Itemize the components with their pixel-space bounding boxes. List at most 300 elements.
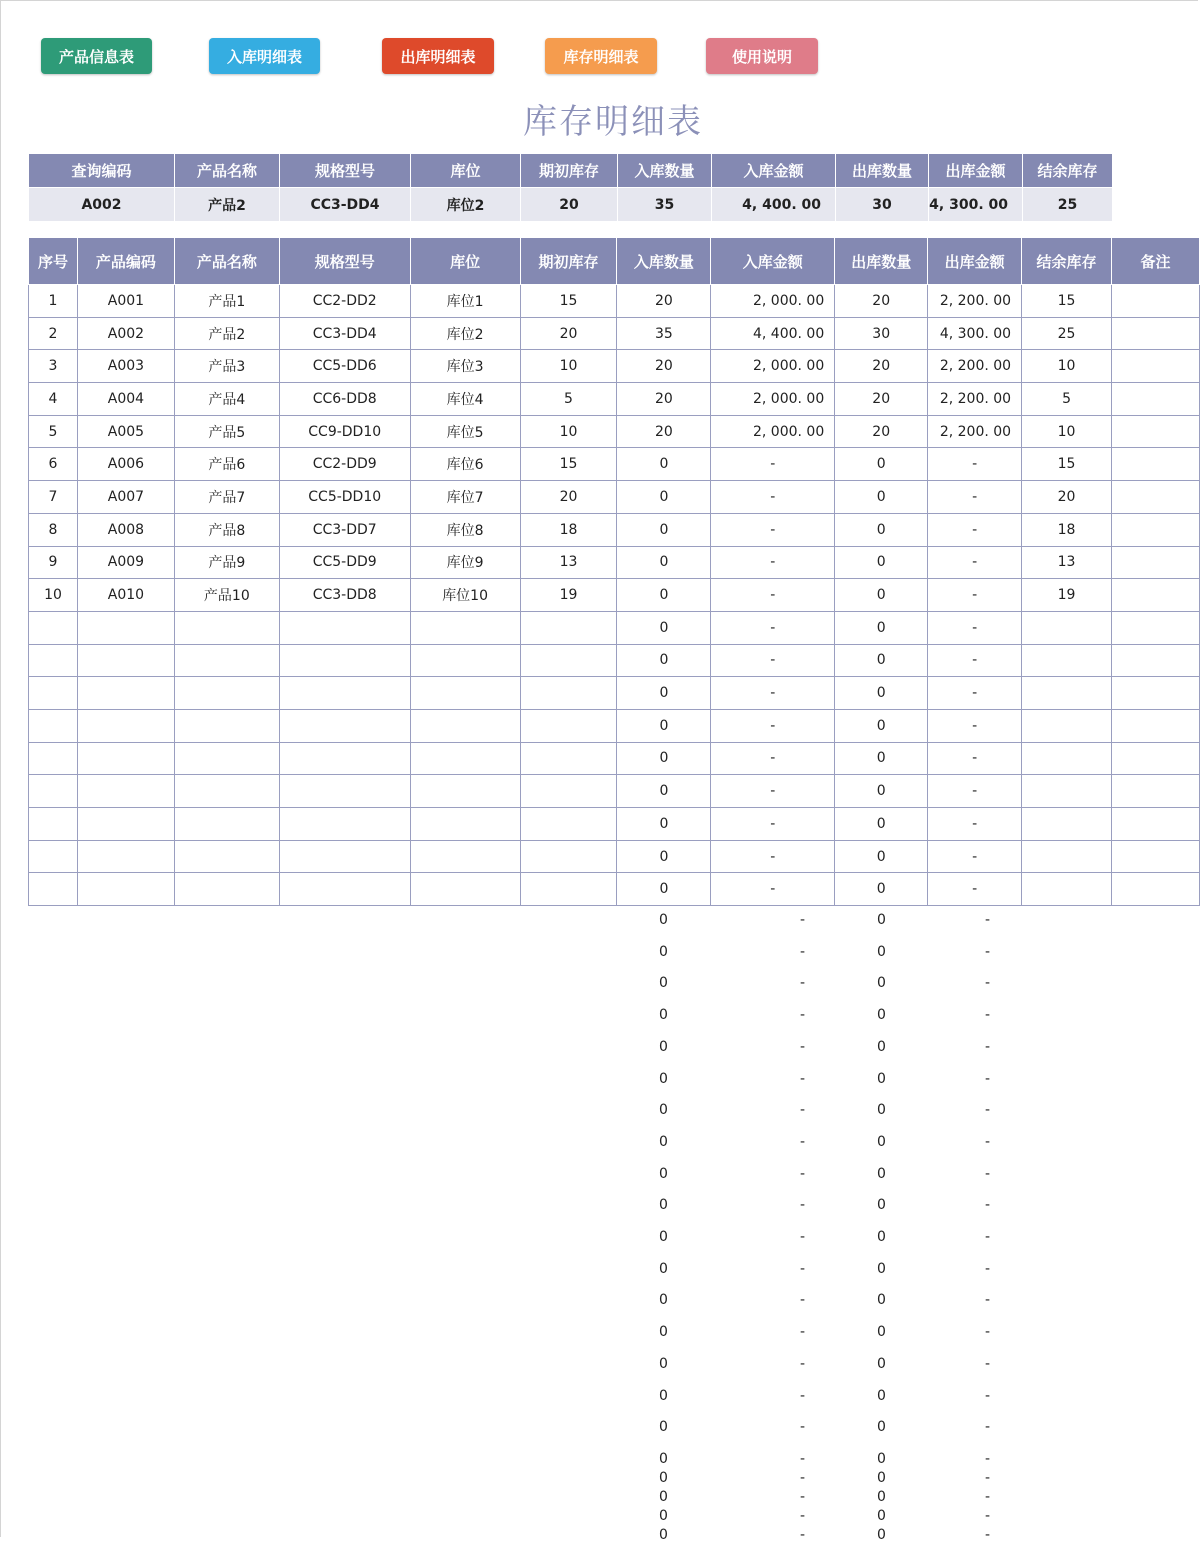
table-cell[interactable]: - xyxy=(711,611,835,644)
table-cell[interactable] xyxy=(174,873,279,906)
query-header-cell: 出库金额 xyxy=(929,154,1023,188)
table-cell[interactable] xyxy=(1112,742,1200,775)
table-cell[interactable]: CC6-DD8 xyxy=(279,383,410,416)
table-cell[interactable] xyxy=(1112,709,1200,742)
table-cell[interactable] xyxy=(410,775,520,808)
table-cell[interactable] xyxy=(77,775,174,808)
table-cell[interactable]: CC3-DD7 xyxy=(279,513,410,546)
table-cell[interactable] xyxy=(520,611,617,644)
table-cell[interactable]: 20 xyxy=(520,481,617,514)
table-cell[interactable]: 库位8 xyxy=(410,513,520,546)
table-cell[interactable]: 0 xyxy=(835,873,928,906)
query-code-input[interactable]: A002 xyxy=(29,188,175,222)
table-cell[interactable]: A002 xyxy=(77,317,174,350)
table-cell[interactable]: 库位3 xyxy=(410,350,520,383)
table-cell[interactable]: 0 xyxy=(835,775,928,808)
table-cell[interactable] xyxy=(77,677,174,710)
table-cell[interactable]: 0 xyxy=(617,775,711,808)
table-cell[interactable]: 4 xyxy=(29,383,78,416)
nav-button-2[interactable]: 入库明细表 xyxy=(209,38,320,74)
overflow-cell: 0 xyxy=(659,1324,668,1341)
overflow-cell: - xyxy=(800,975,806,992)
table-cell[interactable]: 0 xyxy=(617,513,711,546)
table-cell[interactable] xyxy=(174,742,279,775)
table-cell[interactable]: - xyxy=(928,448,1022,481)
table-cell[interactable] xyxy=(1022,873,1112,906)
column-header: 序号 xyxy=(29,238,78,285)
table-cell[interactable]: 4, 400. 00 xyxy=(711,317,835,350)
nav-button-5[interactable]: 使用说明 xyxy=(706,38,818,74)
overflow-cell: - xyxy=(985,1469,991,1486)
query-value-cell: 30 xyxy=(836,188,929,222)
overflow-cell: 0 xyxy=(877,1007,886,1024)
overflow-cell: 0 xyxy=(877,1197,886,1214)
table-cell[interactable]: 0 xyxy=(835,481,928,514)
table-cell[interactable] xyxy=(1112,873,1200,906)
table-cell[interactable]: 20 xyxy=(1022,481,1112,514)
table-cell[interactable]: - xyxy=(711,513,835,546)
table-cell[interactable] xyxy=(1022,840,1112,873)
overflow-cell: - xyxy=(800,1469,806,1486)
table-cell[interactable] xyxy=(77,840,174,873)
overflow-cell: 0 xyxy=(659,1507,668,1524)
table-cell[interactable]: 2, 000. 00 xyxy=(711,350,835,383)
table-cell[interactable]: 2 xyxy=(29,317,78,350)
table-cell[interactable] xyxy=(1112,775,1200,808)
table-cell[interactable] xyxy=(520,840,617,873)
table-cell[interactable]: 产品8 xyxy=(174,513,279,546)
query-value-cell: 4, 300. 00 xyxy=(929,188,1023,222)
table-cell[interactable]: 6 xyxy=(29,448,78,481)
overflow-cell: 0 xyxy=(877,1038,886,1055)
table-cell[interactable]: 0 xyxy=(617,873,711,906)
table-cell[interactable]: 15 xyxy=(520,285,617,318)
table-cell[interactable]: A005 xyxy=(77,415,174,448)
table-cell[interactable] xyxy=(29,742,78,775)
table-row xyxy=(29,611,1200,644)
table-cell[interactable] xyxy=(29,840,78,873)
table-cell[interactable]: 20 xyxy=(835,285,928,318)
table-cell[interactable] xyxy=(1022,611,1112,644)
table-cell[interactable]: 18 xyxy=(520,513,617,546)
table-cell[interactable] xyxy=(410,808,520,841)
overflow-cell: 0 xyxy=(659,1355,668,1372)
table-cell[interactable] xyxy=(279,611,410,644)
query-value-cell: 4, 400. 00 xyxy=(712,188,836,222)
table-cell[interactable]: 13 xyxy=(520,546,617,579)
table-cell[interactable]: 2, 200. 00 xyxy=(928,415,1022,448)
table-cell[interactable]: 库位1 xyxy=(410,285,520,318)
query-value-cell: 库位2 xyxy=(411,188,521,222)
table-cell[interactable] xyxy=(77,709,174,742)
table-cell[interactable] xyxy=(279,840,410,873)
overflow-cell: 0 xyxy=(659,1070,668,1087)
overflow-cell: - xyxy=(800,1419,806,1436)
table-cell[interactable]: 10 xyxy=(1022,350,1112,383)
nav-button-3[interactable]: 出库明细表 xyxy=(382,38,494,74)
table-cell[interactable] xyxy=(520,644,617,677)
table-cell[interactable]: 0 xyxy=(835,448,928,481)
table-cell[interactable]: A009 xyxy=(77,546,174,579)
table-cell[interactable] xyxy=(1112,808,1200,841)
table-cell[interactable]: 0 xyxy=(617,742,711,775)
table-cell[interactable]: 产品4 xyxy=(174,383,279,416)
table-cell[interactable] xyxy=(174,644,279,677)
table-cell[interactable] xyxy=(279,873,410,906)
table-cell[interactable]: 0 xyxy=(617,644,711,677)
table-cell[interactable]: - xyxy=(928,709,1022,742)
overflow-cell: - xyxy=(985,1197,991,1214)
table-cell[interactable]: 3 xyxy=(29,350,78,383)
table-cell[interactable]: - xyxy=(928,873,1022,906)
table-cell[interactable]: - xyxy=(928,579,1022,612)
overflow-cell: 0 xyxy=(877,1260,886,1277)
table-cell[interactable]: 0 xyxy=(617,448,711,481)
table-cell[interactable]: - xyxy=(928,481,1022,514)
table-cell[interactable] xyxy=(174,775,279,808)
table-cell[interactable]: 库位10 xyxy=(410,579,520,612)
table-cell[interactable]: 0 xyxy=(835,808,928,841)
table-cell[interactable]: CC5-DD6 xyxy=(279,350,410,383)
table-cell[interactable]: 产品7 xyxy=(174,481,279,514)
table-cell[interactable] xyxy=(1112,677,1200,710)
table-cell[interactable]: 0 xyxy=(617,579,711,612)
query-header-cell: 库位 xyxy=(411,154,521,188)
table-cell[interactable]: 0 xyxy=(617,611,711,644)
table-cell[interactable] xyxy=(29,709,78,742)
table-cell[interactable] xyxy=(29,873,78,906)
nav-button-1[interactable]: 产品信息表 xyxy=(41,38,152,74)
overflow-cell: - xyxy=(985,1038,991,1055)
table-cell[interactable] xyxy=(279,775,410,808)
table-cell[interactable]: 7 xyxy=(29,481,78,514)
table-cell[interactable]: 20 xyxy=(835,415,928,448)
table-cell[interactable]: - xyxy=(711,481,835,514)
table-cell[interactable] xyxy=(77,808,174,841)
overflow-cell: 0 xyxy=(877,1526,886,1543)
table-cell[interactable] xyxy=(77,873,174,906)
table-cell[interactable] xyxy=(410,742,520,775)
table-cell[interactable]: 13 xyxy=(1022,546,1112,579)
table-cell[interactable] xyxy=(77,742,174,775)
table-cell[interactable] xyxy=(1112,513,1200,546)
overflow-cell: - xyxy=(985,1292,991,1309)
overflow-cell: 0 xyxy=(659,1038,668,1055)
table-cell[interactable]: 19 xyxy=(520,579,617,612)
table-cell[interactable] xyxy=(29,611,78,644)
table-cell[interactable]: CC5-DD10 xyxy=(279,481,410,514)
table-cell[interactable] xyxy=(279,742,410,775)
table-cell[interactable]: 0 xyxy=(835,840,928,873)
table-row xyxy=(29,383,1200,416)
table-cell[interactable]: 5 xyxy=(1022,383,1112,416)
overflow-cell: 0 xyxy=(877,1133,886,1150)
table-cell[interactable] xyxy=(410,644,520,677)
table-cell[interactable]: 10 xyxy=(29,579,78,612)
table-cell[interactable]: 0 xyxy=(835,644,928,677)
column-header: 产品名称 xyxy=(174,238,279,285)
table-cell[interactable]: - xyxy=(711,840,835,873)
table-cell[interactable] xyxy=(520,742,617,775)
table-cell[interactable]: 0 xyxy=(835,579,928,612)
table-cell[interactable]: 0 xyxy=(835,709,928,742)
overflow-cell: 0 xyxy=(659,1260,668,1277)
table-cell[interactable]: 库位4 xyxy=(410,383,520,416)
table-cell[interactable]: A004 xyxy=(77,383,174,416)
table-cell[interactable]: 10 xyxy=(1022,415,1112,448)
table-cell[interactable]: 2, 000. 00 xyxy=(711,415,835,448)
table-cell[interactable]: 20 xyxy=(617,383,711,416)
table-cell[interactable] xyxy=(29,677,78,710)
table-cell[interactable]: - xyxy=(711,808,835,841)
table-row xyxy=(29,350,1200,383)
table-cell[interactable]: 库位6 xyxy=(410,448,520,481)
table-cell[interactable] xyxy=(29,775,78,808)
table-cell[interactable]: - xyxy=(711,677,835,710)
table-cell[interactable]: 0 xyxy=(617,840,711,873)
table-cell[interactable]: 0 xyxy=(835,611,928,644)
table-cell[interactable] xyxy=(1112,546,1200,579)
overflow-cell: 0 xyxy=(659,1197,668,1214)
table-cell[interactable] xyxy=(29,644,78,677)
table-cell[interactable] xyxy=(410,873,520,906)
table-cell[interactable]: 库位2 xyxy=(410,317,520,350)
table-cell[interactable]: - xyxy=(928,677,1022,710)
table-cell[interactable] xyxy=(1112,579,1200,612)
overflow-cell: - xyxy=(985,943,991,960)
table-cell[interactable] xyxy=(1112,350,1200,383)
table-cell[interactable]: A007 xyxy=(77,481,174,514)
table-cell[interactable] xyxy=(1112,481,1200,514)
table-cell[interactable]: 库位5 xyxy=(410,415,520,448)
table-cell[interactable]: 产品2 xyxy=(174,317,279,350)
table-cell[interactable] xyxy=(174,840,279,873)
table-cell[interactable]: 8 xyxy=(29,513,78,546)
table-cell[interactable] xyxy=(29,808,78,841)
table-cell[interactable]: 2, 000. 00 xyxy=(711,285,835,318)
table-cell[interactable] xyxy=(1112,415,1200,448)
table-cell[interactable] xyxy=(279,677,410,710)
table-cell[interactable]: CC2-DD9 xyxy=(279,448,410,481)
table-cell[interactable] xyxy=(1112,840,1200,873)
overflow-cell: - xyxy=(985,1165,991,1182)
overflow-cell: 0 xyxy=(659,1450,668,1467)
table-cell[interactable]: 25 xyxy=(1022,317,1112,350)
table-cell[interactable] xyxy=(1112,644,1200,677)
table-cell[interactable] xyxy=(410,677,520,710)
table-cell[interactable]: 产品3 xyxy=(174,350,279,383)
table-cell[interactable]: 0 xyxy=(835,513,928,546)
nav-button-4[interactable]: 库存明细表 xyxy=(545,38,657,74)
table-cell[interactable]: CC3-DD8 xyxy=(279,579,410,612)
table-cell[interactable] xyxy=(77,644,174,677)
table-cell[interactable]: - xyxy=(711,546,835,579)
table-cell[interactable] xyxy=(520,709,617,742)
table-row xyxy=(29,840,1200,873)
table-cell[interactable]: - xyxy=(711,644,835,677)
table-cell[interactable] xyxy=(410,840,520,873)
table-cell[interactable] xyxy=(279,709,410,742)
query-value-cell: 产品2 xyxy=(175,188,280,222)
table-cell[interactable] xyxy=(174,611,279,644)
table-cell[interactable]: CC2-DD2 xyxy=(279,285,410,318)
table-cell[interactable] xyxy=(279,644,410,677)
table-cell[interactable]: 0 xyxy=(617,546,711,579)
overflow-cell: 0 xyxy=(659,1102,668,1119)
table-cell[interactable]: 30 xyxy=(835,317,928,350)
table-cell[interactable] xyxy=(520,873,617,906)
table-cell[interactable]: - xyxy=(711,709,835,742)
table-cell[interactable]: 15 xyxy=(520,448,617,481)
table-cell[interactable] xyxy=(1112,448,1200,481)
table-cell[interactable]: 2, 000. 00 xyxy=(711,383,835,416)
table-cell[interactable]: 库位7 xyxy=(410,481,520,514)
table-cell[interactable]: 2, 200. 00 xyxy=(928,383,1022,416)
column-header: 结余库存 xyxy=(1022,238,1112,285)
table-cell[interactable]: A006 xyxy=(77,448,174,481)
table-cell[interactable] xyxy=(1022,775,1112,808)
table-cell[interactable]: 0 xyxy=(617,677,711,710)
table-cell[interactable]: 产品1 xyxy=(174,285,279,318)
overflow-cell: - xyxy=(800,1197,806,1214)
table-cell[interactable] xyxy=(520,808,617,841)
table-cell[interactable]: - xyxy=(928,840,1022,873)
table-cell[interactable] xyxy=(520,775,617,808)
table-cell[interactable]: 20 xyxy=(520,317,617,350)
table-cell[interactable]: A010 xyxy=(77,579,174,612)
table-cell[interactable]: CC3-DD4 xyxy=(279,317,410,350)
overflow-cell: - xyxy=(800,1133,806,1150)
table-cell[interactable] xyxy=(1022,742,1112,775)
table-cell[interactable]: 产品5 xyxy=(174,415,279,448)
table-cell[interactable] xyxy=(279,808,410,841)
overflow-cell: 0 xyxy=(877,1387,886,1404)
table-cell[interactable]: A008 xyxy=(77,513,174,546)
table-cell[interactable]: 10 xyxy=(520,350,617,383)
overflow-cell: - xyxy=(800,1102,806,1119)
column-header: 备注 xyxy=(1112,238,1200,285)
table-cell[interactable]: - xyxy=(928,742,1022,775)
query-header-cell: 期初库存 xyxy=(521,154,618,188)
table-cell[interactable]: - xyxy=(711,448,835,481)
table-cell[interactable]: - xyxy=(928,775,1022,808)
table-row xyxy=(29,546,1200,579)
table-cell[interactable] xyxy=(1112,317,1200,350)
table-cell[interactable]: 产品9 xyxy=(174,546,279,579)
table-cell[interactable]: A001 xyxy=(77,285,174,318)
column-header: 出库金额 xyxy=(928,238,1022,285)
table-cell[interactable]: 0 xyxy=(835,742,928,775)
table-cell[interactable]: 产品6 xyxy=(174,448,279,481)
table-cell[interactable]: 5 xyxy=(29,415,78,448)
overflow-cell: 0 xyxy=(877,975,886,992)
table-cell[interactable]: 2, 200. 00 xyxy=(928,350,1022,383)
overflow-cell: - xyxy=(985,1507,991,1524)
query-header-cell: 规格型号 xyxy=(280,154,411,188)
table-cell[interactable] xyxy=(410,611,520,644)
table-cell[interactable] xyxy=(1022,677,1112,710)
table-cell[interactable]: 库位9 xyxy=(410,546,520,579)
table-cell[interactable]: - xyxy=(711,775,835,808)
overflow-cell: 0 xyxy=(659,975,668,992)
table-cell[interactable]: 5 xyxy=(520,383,617,416)
table-cell[interactable]: - xyxy=(711,873,835,906)
table-cell[interactable]: A003 xyxy=(77,350,174,383)
table-cell[interactable]: - xyxy=(928,611,1022,644)
table-cell[interactable]: 20 xyxy=(835,350,928,383)
table-cell[interactable]: - xyxy=(711,742,835,775)
table-cell[interactable] xyxy=(77,611,174,644)
table-cell[interactable] xyxy=(174,808,279,841)
page-title: 库存明细表 xyxy=(523,102,703,142)
table-cell[interactable]: 0 xyxy=(617,808,711,841)
table-cell[interactable] xyxy=(1022,644,1112,677)
overflow-cell: - xyxy=(800,912,806,928)
table-row xyxy=(29,644,1200,677)
overflow-cell: - xyxy=(985,1450,991,1467)
query-header-cell: 出库数量 xyxy=(836,154,929,188)
table-cell[interactable] xyxy=(1112,611,1200,644)
table-row xyxy=(29,317,1200,350)
table-cell[interactable]: 产品10 xyxy=(174,579,279,612)
table-cell[interactable]: 18 xyxy=(1022,513,1112,546)
table-cell[interactable]: 15 xyxy=(1022,285,1112,318)
table-cell[interactable]: CC9-DD10 xyxy=(279,415,410,448)
table-cell[interactable]: 15 xyxy=(1022,448,1112,481)
table-cell[interactable]: CC5-DD9 xyxy=(279,546,410,579)
table-cell[interactable] xyxy=(174,709,279,742)
table-cell[interactable] xyxy=(1112,285,1200,318)
table-row xyxy=(29,285,1200,318)
overflow-cell: 0 xyxy=(659,1419,668,1436)
query-header-cell: 查询编码 xyxy=(29,154,175,188)
table-cell[interactable]: 9 xyxy=(29,546,78,579)
table-cell[interactable] xyxy=(1022,709,1112,742)
table-cell[interactable]: - xyxy=(928,644,1022,677)
table-cell[interactable]: 10 xyxy=(520,415,617,448)
table-cell[interactable]: - xyxy=(711,579,835,612)
table-cell[interactable]: 20 xyxy=(617,350,711,383)
query-header-cell: 入库金额 xyxy=(712,154,836,188)
table-cell[interactable]: - xyxy=(928,513,1022,546)
table-cell[interactable] xyxy=(174,677,279,710)
overflow-cell: - xyxy=(800,1507,806,1524)
table-cell[interactable]: 4, 300. 00 xyxy=(928,317,1022,350)
table-cell[interactable]: - xyxy=(928,808,1022,841)
table-cell[interactable] xyxy=(1022,808,1112,841)
table-cell[interactable]: 20 xyxy=(617,415,711,448)
table-cell[interactable]: - xyxy=(928,546,1022,579)
column-header: 库位 xyxy=(410,238,520,285)
table-cell[interactable]: 0 xyxy=(617,481,711,514)
table-cell[interactable]: 0 xyxy=(617,709,711,742)
overflow-cell: - xyxy=(800,1165,806,1182)
table-cell[interactable]: 0 xyxy=(835,677,928,710)
overflow-cell: 0 xyxy=(877,1419,886,1436)
column-header: 入库数量 xyxy=(617,238,711,285)
overflow-cell: - xyxy=(985,1324,991,1341)
table-cell[interactable]: 20 xyxy=(835,383,928,416)
table-cell[interactable]: 0 xyxy=(835,546,928,579)
table-cell[interactable] xyxy=(1112,383,1200,416)
table-cell[interactable]: 1 xyxy=(29,285,78,318)
table-cell[interactable]: 20 xyxy=(617,285,711,318)
table-cell[interactable] xyxy=(520,677,617,710)
table-cell[interactable]: 19 xyxy=(1022,579,1112,612)
table-cell[interactable] xyxy=(410,709,520,742)
table-cell[interactable]: 2, 200. 00 xyxy=(928,285,1022,318)
table-cell[interactable]: 35 xyxy=(617,317,711,350)
